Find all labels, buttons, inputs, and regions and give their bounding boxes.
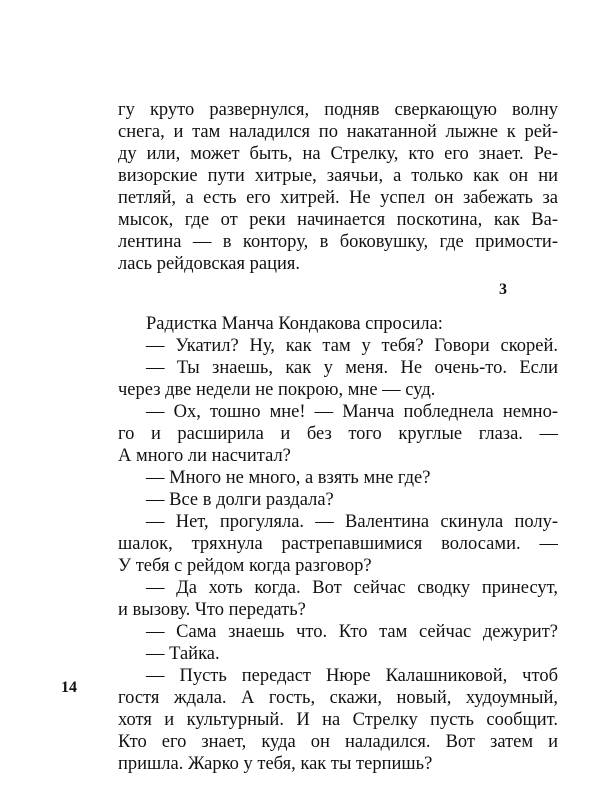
text-line: — Укатил? Ну, как там у тебя? Говори скорей. bbox=[146, 336, 558, 356]
text-line: — Пусть передаст Нюре Калашниковой, чтоб bbox=[146, 666, 558, 686]
text-line: и вызову. Что передать? bbox=[118, 600, 306, 620]
text-line: лась рейдовская рация. bbox=[118, 254, 301, 274]
text-line: через две недели не покрою, мне — суд. bbox=[118, 380, 436, 400]
text-line: го и расширила и без того круглые глаза. — bbox=[118, 424, 558, 444]
text-line: — Все в долги раздала? bbox=[146, 490, 334, 510]
text-line: — Ты знаешь, как у меня. Не очень-то. Если bbox=[146, 358, 558, 378]
text-line: ду или, может быть, на Стрелку, кто его знает. Ре- bbox=[118, 144, 558, 164]
main-dialogue bbox=[118, 313, 558, 775]
text-line: — Да хоть когда. Вот сейчас сводку принесут, bbox=[146, 578, 558, 598]
text-line: гу круто развернулся, подняв сверкающую волну bbox=[118, 100, 558, 120]
text-line: петляй, а есть его хитрей. Не успел он забежать за bbox=[118, 188, 558, 208]
text-line: — Нет, прогуляла. — Валентина скинула полу- bbox=[146, 512, 558, 532]
text-line: хотя и культурный. И на Стрелку пусть сообщит. bbox=[118, 710, 558, 730]
text-line: шалок, тряхнула растрепавшимися волосами. — bbox=[118, 534, 558, 554]
text-line: А много ли насчитал? bbox=[118, 446, 291, 466]
text-line: — Ох, тошно мне! — Манча побледнела немно- bbox=[146, 402, 558, 422]
text-line: визорские пути хитрые, заячьи, а только как он ни bbox=[118, 166, 558, 186]
text-line: пришла. Жарко у тебя, как ты терпишь? bbox=[118, 754, 433, 774]
text-line: Кто его знает, куда он наладился. Вот затем и bbox=[118, 732, 558, 752]
text-line: — Сама знаешь что. Кто там сейчас дежурит? bbox=[146, 622, 558, 642]
page-number: 14 bbox=[61, 679, 77, 696]
section-number: 3 bbox=[499, 281, 507, 298]
text-line: У тебя с рейдом когда разговор? bbox=[118, 556, 372, 576]
text-line: гостя ждала. А гость, скажи, новый, худоумный, bbox=[118, 688, 558, 708]
text-line: лентина — в контору, в боковушку, где примости- bbox=[118, 232, 558, 252]
text-line: — Много не много, а взять мне где? bbox=[146, 468, 431, 488]
text-line: мысок, где от реки начинается поскотина, как Ва- bbox=[118, 210, 558, 230]
text-line: Радистка Манча Кондакова спросила: bbox=[146, 314, 443, 334]
top-paragraph bbox=[118, 99, 558, 275]
text-line: — Тайка. bbox=[146, 644, 220, 664]
text-line: снега, и там наладился по накатанной лыжне к рей- bbox=[118, 122, 558, 142]
